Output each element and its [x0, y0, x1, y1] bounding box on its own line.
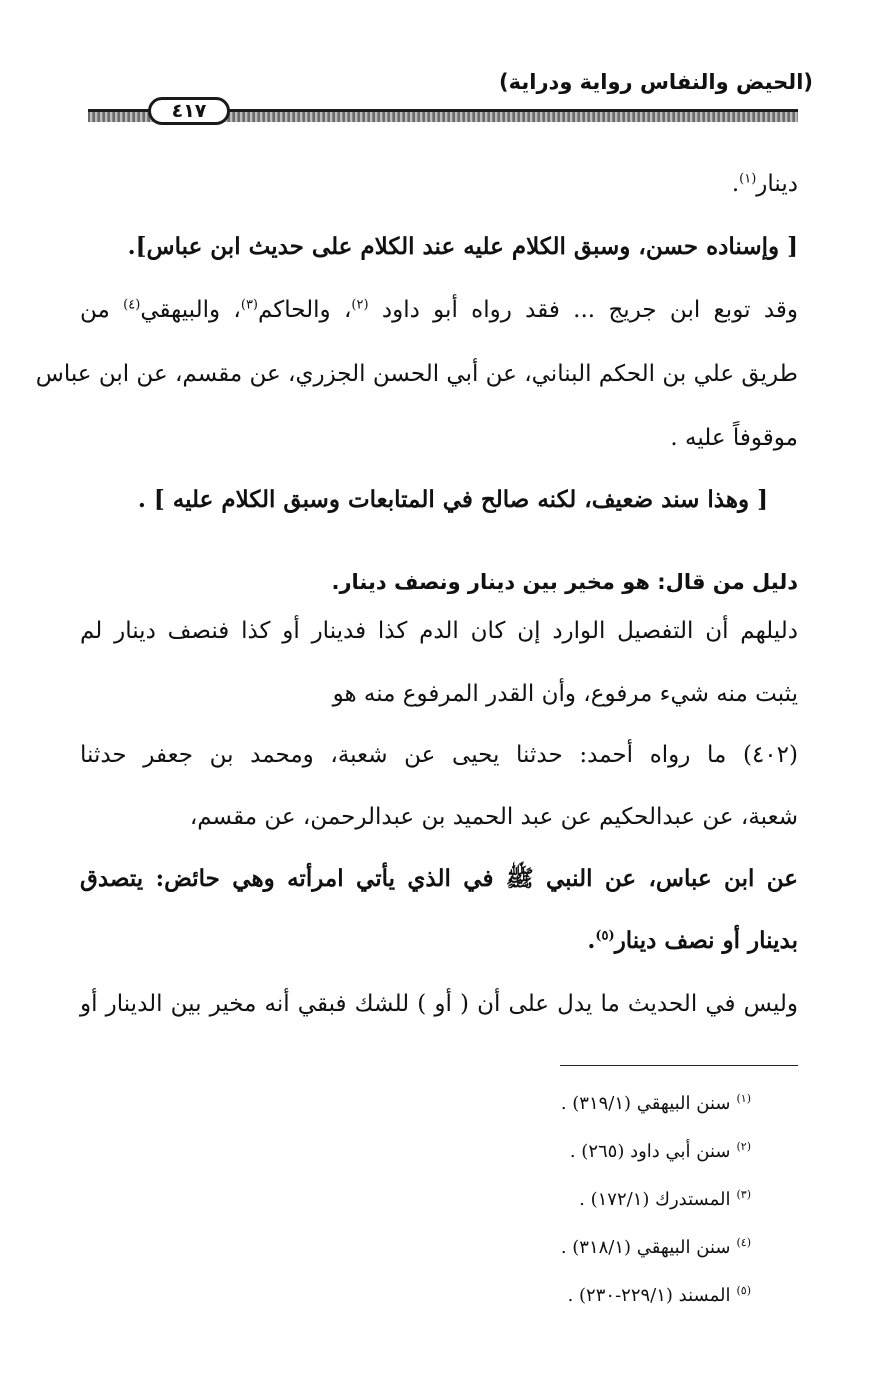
paragraph-3-line-1: وقد توبع ابن جريج ... فقد رواه أبو داود $^{(٢)}$، والحاكم$^{(٣)}$، والبيهقي$^{(٤)}$ من: [80, 297, 798, 323]
paragraph-4: [ وهذا سند ضعيف، لكنه صالح في المتابعات وسبق الكلام عليه ] .: [137, 486, 768, 513]
footnote-3: [579, 1189, 751, 1210]
footnote-text: المستدرك (١٧٢/١) .: [579, 1189, 731, 1210]
footnote-mark: (١): [736, 1092, 751, 1105]
paragraph-8: وليس في الحديث ما يدل على أن ( أو ) للشك فبقي أنه مخير بين الدينار أو: [80, 991, 798, 1017]
footnote-5: [568, 1285, 751, 1306]
footnote-ref-4[interactable]: (٤): [123, 297, 141, 313]
paragraph-2: [ وإسناده حسن، وسبق الكلام عليه عند الكلام على حديث ابن عباس].: [127, 233, 798, 260]
footnote-text: سنن البيهقي (٣١٨/١) .: [560, 1237, 731, 1258]
footnote-mark: (٤): [736, 1236, 751, 1249]
footnote-mark: (٣): [736, 1188, 751, 1201]
footnote-divider: [560, 1065, 798, 1066]
paragraph-6-line-2: شعبة، عن عبدالحكيم عن عبد الحميد بن عبدالرحمن، عن مقسم،: [189, 804, 798, 830]
page-body: [35, 0, 798, 1389]
paragraph-5-line-2: يثبت منه شيء مرفوع، وأن القدر المرفوع منه هو: [332, 681, 798, 707]
footnote-ref-2[interactable]: (٢): [351, 297, 369, 313]
paragraph-7-line-2: بدينار أو نصف دينار$^{(٥)}$.: [587, 927, 798, 954]
book-title: (الحيض والنفاس رواية ودراية): [499, 70, 813, 94]
paragraph-7-line-1: عن ابن عباس، عن النبي ﷺ في الذي يأتي امرأته وهي حائض: يتصدق: [80, 865, 798, 892]
footnote-ref-3[interactable]: (٣): [240, 297, 258, 313]
footnote-text: سنن البيهقي (٣١٩/١) .: [560, 1093, 731, 1114]
footnote-ref-5[interactable]: (٥): [595, 928, 615, 944]
section-heading: دليل من قال: هو مخير بين دينار ونصف دينار.: [331, 570, 798, 594]
footnote-text: المسند (٢٢٩/١-٢٣٠) .: [567, 1285, 731, 1306]
footnote-ref-1[interactable]: (١): [739, 171, 757, 187]
footnote-mark: (٢): [736, 1140, 751, 1153]
footnote-2: [570, 1141, 751, 1162]
paragraph-1: دينار$^{(١)}$.: [731, 171, 798, 197]
page-number-text: ٤١٧: [171, 100, 207, 122]
paragraph-5-line-1: دليلهم أن التفصيل الوارد إن كان الدم كذا فدينار أو كذا فنصف دينار لم: [80, 618, 798, 644]
footnote-1: [561, 1093, 751, 1114]
paragraph-3-line-3: موقوفاً عليه .: [670, 425, 798, 451]
footnote-4: [561, 1237, 751, 1258]
paragraph-6-line-1: (٤٠٢) ما رواه أحمد: حدثنا يحيى عن شعبة، ومحمد بن جعفر حدثنا: [80, 742, 798, 768]
footnote-text: سنن أبي داود (٢٦٥) .: [569, 1141, 731, 1162]
footnote-mark: (٥): [736, 1284, 751, 1297]
paragraph-3-line-2: طريق علي بن الحكم البناني، عن أبي الحسن الجزري، عن مقسم، عن ابن عباس: [35, 361, 798, 387]
